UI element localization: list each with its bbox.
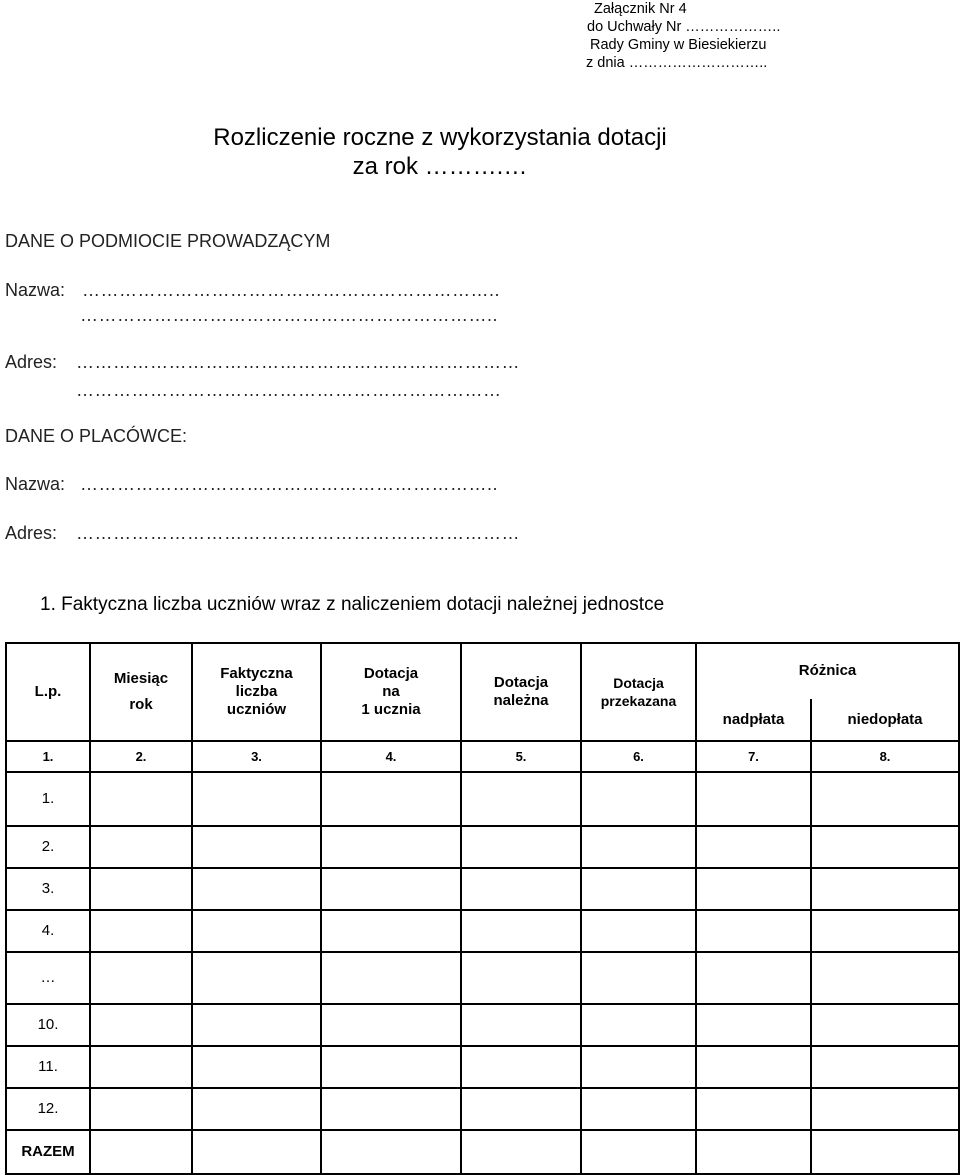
- subsidy-paid-cell[interactable]: [581, 910, 696, 952]
- table-row: [6, 1004, 959, 1046]
- header-subsidy-per-student: Dotacja na 1 ucznia: [321, 643, 461, 741]
- header-month: Miesiąc: [113, 670, 169, 687]
- row-number: 11.: [6, 1046, 90, 1088]
- header-lp: L.p.: [6, 643, 90, 741]
- column-number: 3.: [192, 741, 321, 772]
- month-cell[interactable]: [90, 910, 192, 952]
- actual-count-cell[interactable]: [192, 1004, 321, 1046]
- underpayment-cell[interactable]: [811, 1088, 959, 1130]
- subsidy-due-cell[interactable]: [461, 772, 581, 826]
- total-actual-count-cell[interactable]: [192, 1130, 321, 1174]
- row-number: 2.: [6, 826, 90, 868]
- column-number: 1.: [6, 741, 90, 772]
- header-subsidy-due: Dotacja należna: [461, 643, 581, 741]
- operator-name-field[interactable]: …………………………………………………………..: [82, 280, 501, 300]
- total-subsidy-per-student-cell[interactable]: [321, 1130, 461, 1174]
- row-number: 12.: [6, 1088, 90, 1130]
- table-row: [6, 772, 959, 826]
- subsidy-paid-cell[interactable]: [581, 1004, 696, 1046]
- subsidy-paid-cell[interactable]: [581, 1088, 696, 1130]
- operator-address-label: Adres:: [5, 352, 58, 372]
- table-row: [6, 1088, 959, 1130]
- overpayment-cell[interactable]: [696, 868, 811, 910]
- facility-name-label: Nazwa:: [5, 474, 66, 494]
- subsidy-per-student-cell[interactable]: [321, 868, 461, 910]
- attachment-number: Załącznik Nr 4: [594, 1, 687, 17]
- overpayment-cell[interactable]: [696, 1046, 811, 1088]
- resolution-number: do Uchwały Nr ………………..: [587, 19, 781, 35]
- subsidy-due-cell[interactable]: [461, 868, 581, 910]
- underpayment-cell[interactable]: [811, 826, 959, 868]
- facility-address-field[interactable]: ………………………………………………………………: [76, 523, 520, 543]
- total-underpayment-cell[interactable]: [811, 1130, 959, 1174]
- month-cell[interactable]: [90, 1088, 192, 1130]
- underpayment-cell[interactable]: [811, 1046, 959, 1088]
- header-actual-count: Faktyczna liczba uczniów: [192, 643, 321, 741]
- header-subsidy-paid: Dotacja przekazana: [581, 643, 696, 741]
- column-number: 7.: [696, 741, 811, 772]
- total-month-cell[interactable]: [90, 1130, 192, 1174]
- underpayment-cell[interactable]: [811, 868, 959, 910]
- actual-count-cell[interactable]: [192, 772, 321, 826]
- overpayment-cell[interactable]: [696, 1004, 811, 1046]
- operator-address-field[interactable]: ………………………………………………………………: [76, 352, 520, 372]
- month-cell[interactable]: [90, 826, 192, 868]
- subsidy-due-cell[interactable]: [461, 826, 581, 868]
- overpayment-cell[interactable]: [696, 952, 811, 1004]
- header-overpayment: nadpłata: [696, 699, 811, 741]
- row-number: 4.: [6, 910, 90, 952]
- row-number: 10.: [6, 1004, 90, 1046]
- header-month-year: [90, 643, 192, 741]
- overpayment-cell[interactable]: [696, 910, 811, 952]
- row-number: 3.: [6, 868, 90, 910]
- total-label: RAZEM: [6, 1130, 90, 1174]
- underpayment-cell[interactable]: [811, 952, 959, 1004]
- actual-count-cell[interactable]: [192, 910, 321, 952]
- month-cell[interactable]: [90, 1046, 192, 1088]
- total-overpayment-cell[interactable]: [696, 1130, 811, 1174]
- underpayment-cell[interactable]: [811, 910, 959, 952]
- subsidy-paid-cell[interactable]: [581, 826, 696, 868]
- subsidy-due-cell[interactable]: [461, 910, 581, 952]
- subsidy-paid-cell[interactable]: [581, 868, 696, 910]
- month-cell[interactable]: [90, 772, 192, 826]
- row-number: …: [6, 952, 90, 1004]
- operator-heading: DANE O PODMIOCIE PROWADZĄCYM: [5, 231, 331, 251]
- header-difference: Różnica: [696, 643, 959, 699]
- document-year: za rok ……….…: [352, 153, 528, 180]
- overpayment-cell[interactable]: [696, 1088, 811, 1130]
- column-number-row: [6, 741, 959, 772]
- subsidy-paid-cell[interactable]: [581, 772, 696, 826]
- document-title: Rozliczenie roczne z wykorzystania dotacji: [213, 124, 667, 151]
- column-number: 8.: [811, 741, 959, 772]
- facility-address-label: Adres:: [5, 523, 58, 543]
- subsidy-paid-cell[interactable]: [581, 1046, 696, 1088]
- subsidy-due-cell[interactable]: [461, 1088, 581, 1130]
- subsidy-due-cell[interactable]: [461, 1004, 581, 1046]
- resolution-date: z dnia ………………………..: [586, 55, 768, 71]
- subsidy-paid-cell[interactable]: [581, 952, 696, 1004]
- section-1-title: 1. Faktyczna liczba uczniów wraz z naliczeniem dotacji należnej jednostce: [40, 594, 665, 615]
- column-number: 5.: [461, 741, 581, 772]
- facility-name-field[interactable]: …………………………………………………………..: [80, 474, 499, 494]
- table-row: [6, 910, 959, 952]
- column-number: 6.: [581, 741, 696, 772]
- actual-count-cell[interactable]: [192, 1088, 321, 1130]
- overpayment-cell[interactable]: [696, 772, 811, 826]
- operator-name-label: Nazwa:: [5, 280, 66, 300]
- subsidy-due-cell[interactable]: [461, 952, 581, 1004]
- council-name: Rady Gminy w Biesiekierzu: [590, 37, 767, 53]
- column-number: 4.: [321, 741, 461, 772]
- overpayment-cell[interactable]: [696, 826, 811, 868]
- subsidy-due-cell[interactable]: [461, 1046, 581, 1088]
- facility-heading: DANE O PLACÓWCE:: [5, 426, 188, 446]
- actual-count-cell[interactable]: [192, 1046, 321, 1088]
- subsidy-settlement-table: [5, 642, 960, 1175]
- subsidy-per-student-cell[interactable]: [321, 1046, 461, 1088]
- table-row: [6, 868, 959, 910]
- actual-count-cell[interactable]: [192, 826, 321, 868]
- table-row: [6, 1046, 959, 1088]
- subsidy-per-student-cell[interactable]: [321, 826, 461, 868]
- column-number: 2.: [90, 741, 192, 772]
- actual-count-cell[interactable]: [192, 952, 321, 1004]
- underpayment-cell[interactable]: [811, 1004, 959, 1046]
- month-cell[interactable]: [90, 952, 192, 1004]
- month-cell[interactable]: [90, 868, 192, 910]
- underpayment-cell[interactable]: [811, 772, 959, 826]
- subsidy-per-student-cell[interactable]: [321, 1088, 461, 1130]
- total-subsidy-due-cell[interactable]: [461, 1130, 581, 1174]
- subsidy-per-student-cell[interactable]: [321, 772, 461, 826]
- subsidy-per-student-cell[interactable]: [321, 1004, 461, 1046]
- subsidy-per-student-cell[interactable]: [321, 952, 461, 1004]
- row-number: 1.: [6, 772, 90, 826]
- total-subsidy-paid-cell[interactable]: [581, 1130, 696, 1174]
- header-underpayment: niedopłata: [811, 699, 959, 741]
- table-row: [6, 826, 959, 868]
- table-row: [6, 952, 959, 1004]
- actual-count-cell[interactable]: [192, 868, 321, 910]
- operator-name-field-cont[interactable]: …………………………………………………………..: [80, 305, 499, 325]
- header-year: rok: [129, 696, 153, 713]
- subsidy-per-student-cell[interactable]: [321, 910, 461, 952]
- operator-address-field-cont[interactable]: ……………………………………………………………: [76, 380, 502, 400]
- month-cell[interactable]: [90, 1004, 192, 1046]
- total-row: [6, 1130, 959, 1174]
